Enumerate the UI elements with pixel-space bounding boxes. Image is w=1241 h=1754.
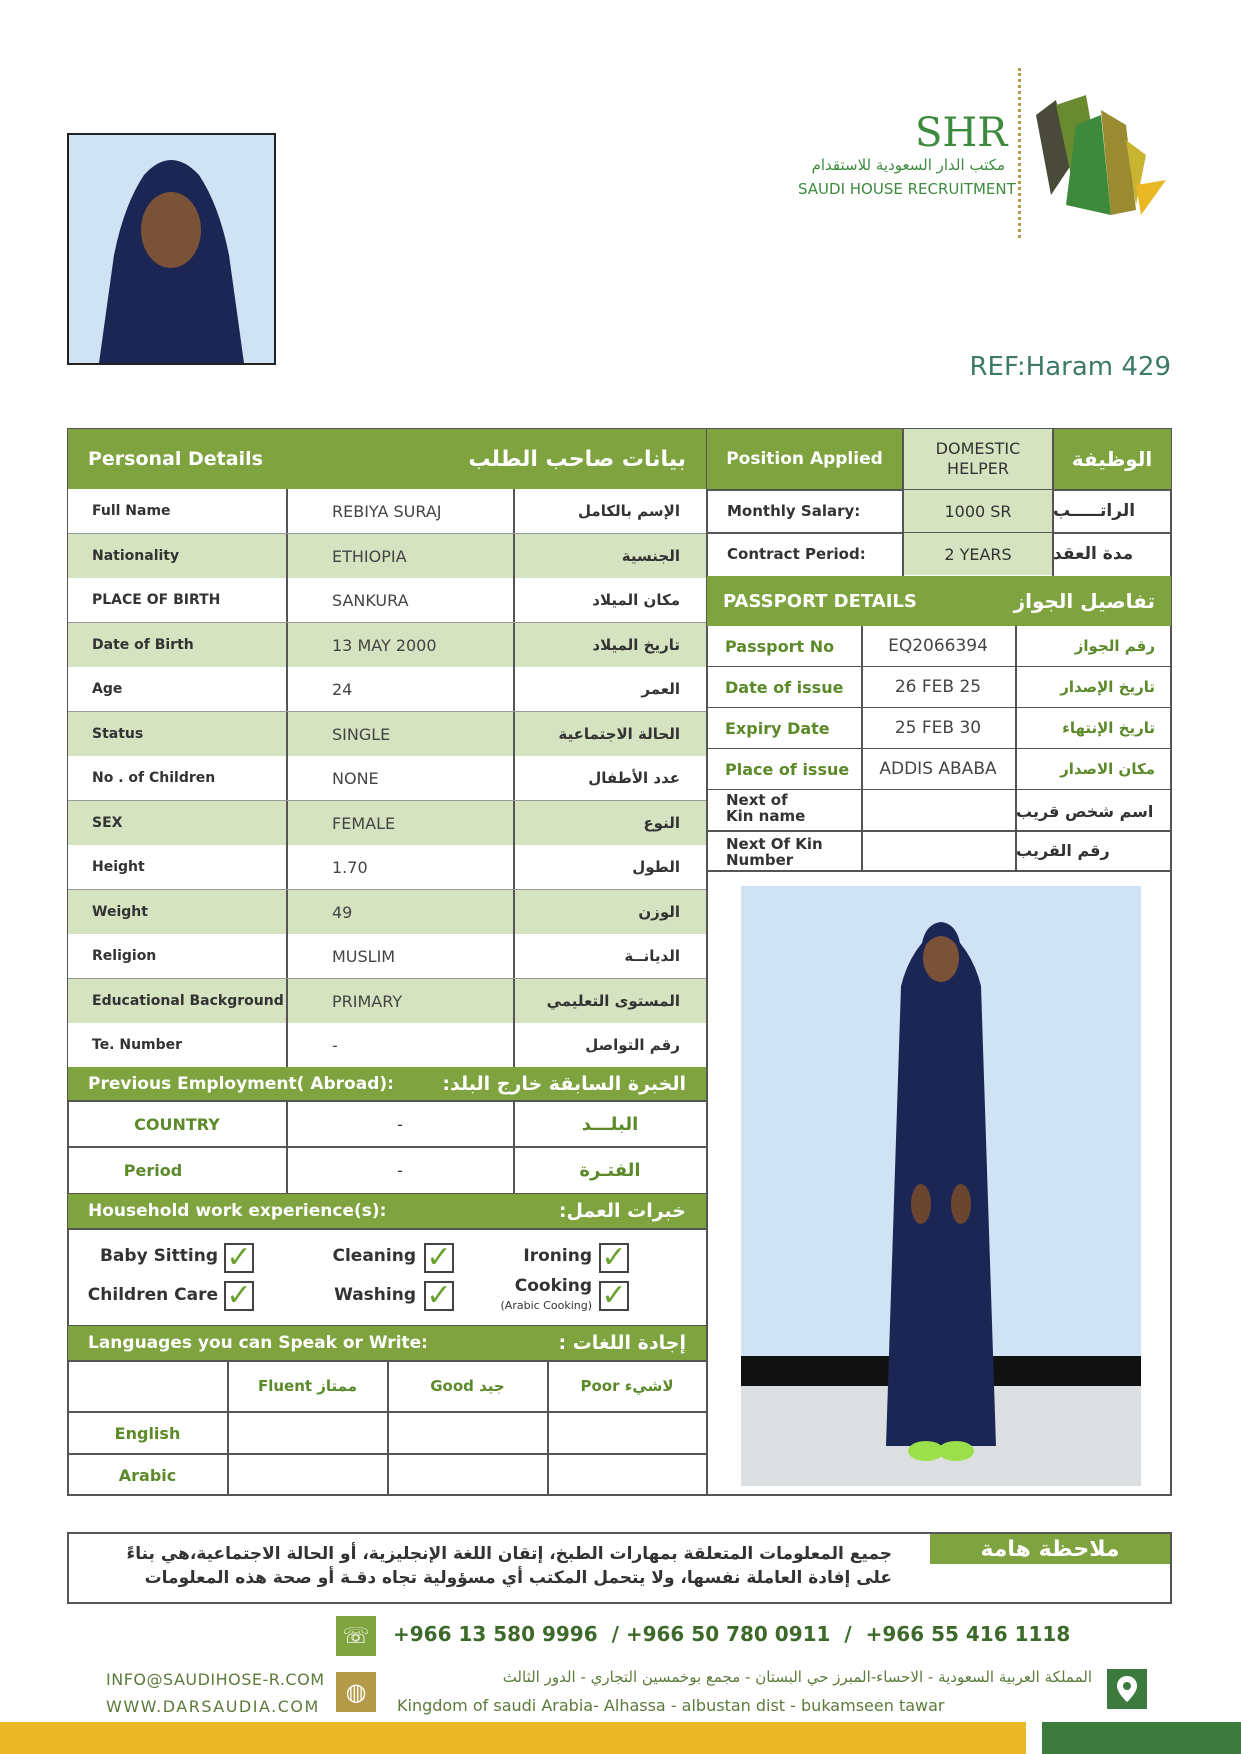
personal-row [68, 756, 706, 801]
personal-row-label: Status [92, 726, 144, 742]
ironing-label: Ironing [523, 1246, 592, 1266]
address-arabic: المملكة العربية السعودية - الاحساء-المبرز حي البستان - مجمع بوخمسين التجاري - الدور الثالث [502, 1668, 1092, 1686]
personal-row-value: FEMALE [332, 813, 396, 833]
country-value: - [397, 1114, 403, 1134]
personal-row-label: Full Name [92, 503, 171, 519]
personal-row-value: ETHIOPIA [332, 546, 407, 566]
personal-row [68, 890, 706, 935]
passport-row-label-ar: تاريخ الإصدار [1060, 678, 1155, 696]
photo-portrait [67, 133, 276, 365]
personal-row-label-ar: النوع [643, 814, 680, 832]
baby-sitting-checkbox[interactable]: ✓ [224, 1243, 254, 1273]
languages-title-ar: إجادة اللغات : [558, 1332, 686, 1354]
cleaning-label: Cleaning [332, 1246, 416, 1266]
passport-row-label-ar: تاريخ الإنتهاء [1062, 719, 1155, 737]
washing-label: Washing [334, 1285, 416, 1305]
personal-row-value: NONE [332, 768, 379, 788]
note-title: ملاحظة هامة [930, 1534, 1170, 1564]
english-label: English [114, 1423, 181, 1443]
personal-details-header [68, 429, 706, 489]
household-title-ar: خبرات العمل: [558, 1200, 686, 1222]
passport-row-value: EQ2066394 [888, 636, 988, 656]
passport-row-label-ar: رقم الجواز [1074, 637, 1155, 655]
personal-row [68, 1023, 706, 1068]
note-line-1: جميع المعلومات المتعلقة بمهارات الطبخ، إتقان اللغة الإنجليزية، أو الحالة الاجتماعية،هي بناءً [126, 1544, 892, 1564]
salary-label: Monthly Salary: [727, 502, 861, 520]
footer-bar-green [1042, 1722, 1241, 1754]
personal-row-value: REBIYA SURAJ [332, 501, 442, 521]
personal-row [68, 534, 706, 579]
personal-row [68, 979, 706, 1024]
period-value: - [397, 1160, 403, 1180]
passport-row-label-ar: مكان الاصدار [1060, 760, 1155, 778]
personal-row-label-ar: الوزن [638, 903, 680, 921]
personal-row-label: Weight [92, 904, 148, 920]
children-care-label: Children Care [87, 1285, 218, 1305]
personal-row-label: Religion [92, 948, 157, 964]
globe-icon: ◍ [336, 1672, 376, 1712]
reference-number: REF:Haram 429 [969, 352, 1171, 382]
personal-row-label: Te. Number [92, 1037, 183, 1053]
personal-row-label-ar: عدد الأطفال [588, 769, 680, 787]
position-label: Position Applied [707, 429, 902, 489]
address-english: Kingdom of saudi Arabia- Alhassa - albustan dist - bukamseen tawar [397, 1696, 945, 1715]
poor-header: Poor لاشيء [580, 1377, 674, 1395]
fluent-header: Fluent ممتاز [257, 1377, 358, 1395]
passport-row [707, 667, 1171, 708]
personal-row-label-ar: الجنسية [621, 547, 680, 565]
personal-row-label-ar: تاريخ الميلاد [592, 636, 680, 654]
cooking-sublabel: (Arabic Cooking) [500, 1299, 592, 1312]
cleaning-checkbox[interactable]: ✓ [424, 1243, 454, 1273]
personal-row [68, 667, 706, 712]
passport-title-en: PASSPORT DETAILS [723, 590, 917, 612]
passport-row-value: 25 FEB 30 [894, 718, 982, 738]
email: INFO@SAUDIHOSE-R.COM [106, 1670, 325, 1689]
period-label-ar: الفتـرة [579, 1159, 641, 1181]
location-pin-icon [1107, 1669, 1147, 1709]
logo-english: SAUDI HOUSE RECRUITMENT [798, 180, 1016, 198]
personal-row [68, 845, 706, 890]
personal-row [68, 934, 706, 979]
country-label-ar: البلـــد [581, 1113, 639, 1135]
personal-row-value: - [332, 1035, 338, 1055]
languages-header [68, 1326, 706, 1360]
passport-row [707, 749, 1171, 790]
contract-value: 2 YEARS [903, 533, 1053, 575]
personal-row [68, 578, 706, 623]
photo-full-body [741, 886, 1141, 1486]
personal-row-label-ar: مكان الميلاد [592, 591, 680, 609]
personal-row-label: No . of Children [92, 770, 216, 786]
kin-number-label-ar: رقم القريب [1016, 840, 1110, 860]
passport-title-ar: تفاصيل الجواز [1013, 589, 1155, 613]
kin-name-label-ar: اسم شخص قريب [1016, 801, 1154, 821]
logo-mark: SHR [915, 110, 1008, 156]
baby-sitting-label: Baby Sitting [99, 1246, 218, 1266]
passport-row-label: Expiry Date [725, 718, 830, 738]
personal-row-label: Nationality [92, 548, 180, 564]
position-label-ar: الوظيفة [1053, 429, 1171, 489]
personal-row-label: SEX [92, 815, 123, 831]
personal-row-value: 49 [332, 902, 353, 922]
personal-row-value: PRIMARY [332, 991, 403, 1011]
washing-checkbox[interactable]: ✓ [424, 1281, 454, 1311]
contract-label-ar: مدة العقد [1053, 544, 1134, 564]
cooking-label: Cooking [514, 1276, 592, 1296]
personal-row-label-ar: العمر [641, 680, 680, 698]
period-label: Period [123, 1160, 183, 1180]
languages-title-en: Languages you can Speak or Write: [88, 1333, 428, 1353]
personal-row [68, 712, 706, 757]
personal-title-en: Personal Details [88, 448, 263, 470]
personal-row [68, 801, 706, 846]
passport-row [707, 708, 1171, 749]
previous-employment-header [68, 1067, 706, 1101]
ironing-checkbox[interactable]: ✓ [599, 1243, 629, 1273]
personal-row-value: SANKURA [332, 590, 409, 610]
country-label: COUNTRY [134, 1114, 220, 1134]
personal-row [68, 623, 706, 668]
personal-row-value: 13 MAY 2000 [332, 635, 437, 655]
personal-row-label: Date of Birth [92, 637, 194, 653]
personal-row-value: 24 [332, 679, 353, 699]
passport-header [707, 576, 1171, 626]
previous-title-ar: الخبرة السابقة خارج البلد: [442, 1073, 686, 1095]
personal-row-value: MUSLIM [332, 946, 396, 966]
personal-row-label: Educational Background [92, 993, 284, 1009]
personal-row [68, 489, 706, 534]
position-value: DOMESTIC HELPER [903, 429, 1053, 489]
household-header [68, 1194, 706, 1228]
logo-arabic: مكتب الدار السعودية للاستقدام [811, 156, 1005, 174]
passport-row-label: Passport No [725, 636, 835, 656]
personal-row-label-ar: المستوى التعليمي [546, 992, 680, 1010]
personal-row-label-ar: الديانــة [624, 947, 680, 965]
personal-row-label-ar: الحالة الاجتماعية [558, 725, 680, 743]
phone-icon: ☏ [336, 1616, 376, 1656]
household-title-en: Household work experience(s): [88, 1201, 387, 1221]
personal-row-label: Height [92, 859, 145, 875]
passport-row-value: ADDIS ABABA [879, 759, 997, 779]
personal-row-label: Age [92, 681, 123, 697]
children-care-checkbox[interactable]: ✓ [224, 1281, 254, 1311]
passport-row-value: 26 FEB 25 [894, 677, 982, 697]
personal-row-label-ar: رقم التواصل [585, 1036, 680, 1054]
company-logo [790, 60, 1180, 240]
personal-row-value: SINGLE [332, 724, 391, 744]
passport-row [707, 626, 1171, 667]
personal-row-label: PLACE OF BIRTH [92, 592, 221, 608]
phone-numbers: +966 13 580 9996 / +966 50 780 0911 / +966 55 416 1118 [393, 1622, 1071, 1646]
previous-title-en: Previous Employment( Abroad): [88, 1074, 394, 1094]
salary-value: 1000 SR [903, 490, 1053, 532]
salary-label-ar: الراتـــــب [1053, 501, 1136, 521]
kin-name-label: Next of Kin name [726, 791, 806, 825]
personal-row-label-ar: الإسم بالكامل [578, 502, 680, 520]
cooking-checkbox[interactable]: ✓ [599, 1281, 629, 1311]
kin-number-label: Next Of Kin Number [726, 835, 823, 869]
arabic-label: Arabic [118, 1465, 177, 1485]
website: WWW.DARSAUDIA.COM [106, 1697, 320, 1716]
personal-title-ar: بيانات صاحب الطلب [468, 446, 686, 472]
note-line-2: على إفادة العاملة نفسها، ولا يتحمل المكتب أي مسؤولية تجاه دقـة أو صحة هذه المعلومات [144, 1568, 892, 1588]
personal-row-value: 1.70 [332, 857, 368, 877]
personal-row-label-ar: الطول [632, 858, 680, 876]
logo-shape-icon [1026, 85, 1176, 235]
passport-row-label: Place of issue [725, 759, 850, 779]
footer-bar-yellow [0, 1722, 1026, 1754]
contract-label: Contract Period: [727, 545, 866, 563]
passport-row-label: Date of issue [725, 677, 844, 697]
good-header: Good جيد [430, 1377, 505, 1395]
